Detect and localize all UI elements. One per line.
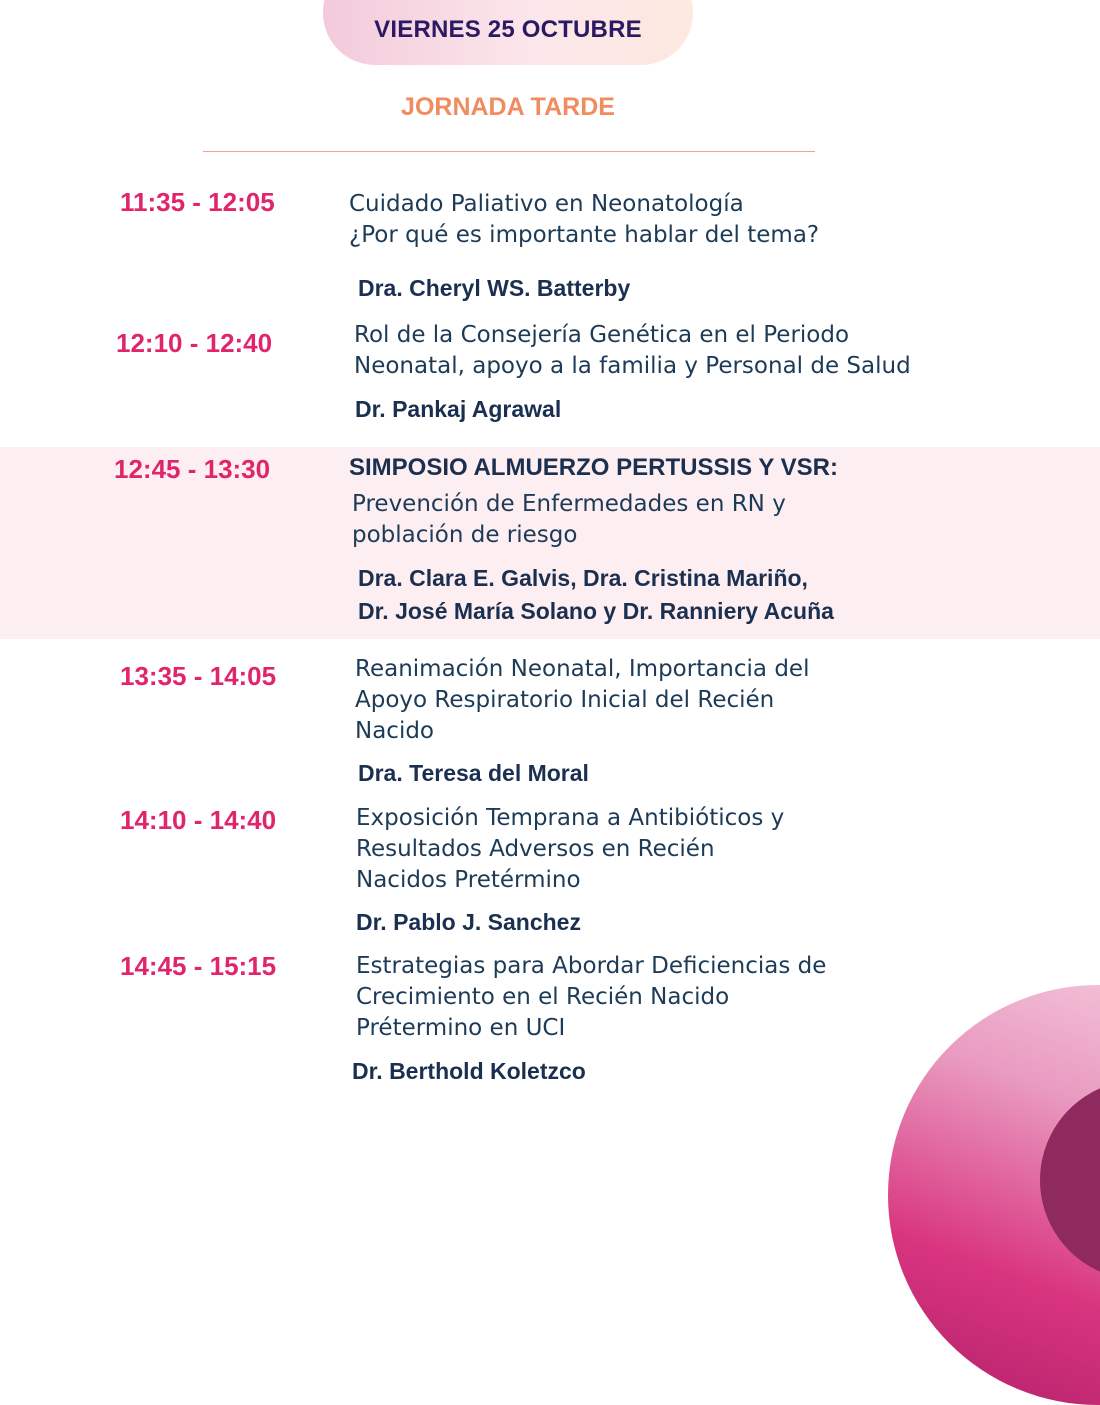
- title-line: Reanimación Neonatal, Importancia del: [355, 656, 810, 682]
- title-line: población de riesgo: [352, 522, 578, 548]
- day-date: VIERNES 25 OCTUBRE: [374, 16, 642, 43]
- agenda-time-3: 12:45 - 13:30: [114, 454, 271, 484]
- speaker-name: Dr. Pankaj Agrawal: [355, 396, 562, 422]
- agenda-speaker-5: [356, 906, 581, 939]
- session-title: JORNADA TARDE: [401, 93, 615, 121]
- agenda-title-1: [349, 189, 819, 251]
- agenda-time-6: 14:45 - 15:15: [120, 951, 277, 981]
- title-line: Prétermino en UCI: [356, 1015, 566, 1041]
- title-line: Nacidos Pretérmino: [356, 867, 581, 893]
- title-line: Crecimiento en el Recién Nacido: [356, 984, 730, 1010]
- speaker-name: Dr. Pablo J. Sanchez: [356, 909, 581, 935]
- speaker-name: Dr. Berthold Koletzco: [352, 1058, 586, 1084]
- title-line: Resultados Adversos en Recién: [356, 836, 715, 862]
- agenda-title-6: [356, 951, 826, 1044]
- title-line: Neonatal, apoyo a la familia y Personal de Salud: [354, 353, 911, 379]
- agenda-title-4: [355, 654, 809, 747]
- agenda-time-5: 14:10 - 14:40: [120, 805, 277, 835]
- title-line: Cuidado Paliativo en Neonatología: [349, 191, 744, 217]
- agenda-speaker-4: [358, 757, 589, 790]
- title-line: Apoyo Respiratorio Inicial del Recién: [355, 687, 775, 713]
- agenda-speaker-3: [358, 562, 834, 628]
- agenda-speaker-1: [358, 272, 630, 305]
- agenda-speaker-6: [352, 1055, 586, 1088]
- agenda-time-1: 11:35 - 12:05: [120, 187, 275, 217]
- title-line: Prevención de Enfermedades en RN y: [352, 491, 786, 517]
- title-line: Nacido: [355, 718, 435, 744]
- divider: [203, 151, 815, 152]
- agenda-time-4: 13:35 - 14:05: [120, 661, 277, 691]
- speaker-name: Dr. José María Solano y Dr. Ranniery Acuña: [358, 598, 834, 624]
- title-line: Exposición Temprana a Antibióticos y: [356, 805, 785, 831]
- title-line: Estrategias para Abordar Deficiencias de: [356, 953, 827, 979]
- speaker-name: Dra. Clara E. Galvis, Dra. Cristina Mariño,: [358, 565, 808, 591]
- title-line: ¿Por qué es importante hablar del tema?: [349, 222, 820, 248]
- agenda-speaker-2: [355, 393, 561, 426]
- agenda-time-2: 12:10 - 12:40: [116, 328, 273, 358]
- speaker-name: Dra. Teresa del Moral: [358, 760, 589, 786]
- agenda-title-3: [352, 489, 786, 551]
- symposium-heading: SIMPOSIO ALMUERZO PERTUSSIS Y VSR:: [349, 454, 838, 481]
- agenda-title-5: [356, 803, 784, 896]
- agenda-title-2: [354, 320, 911, 382]
- speaker-name: Dra. Cheryl WS. Batterby: [358, 275, 631, 301]
- title-line: Rol de la Consejería Genética en el Periodo: [354, 322, 850, 348]
